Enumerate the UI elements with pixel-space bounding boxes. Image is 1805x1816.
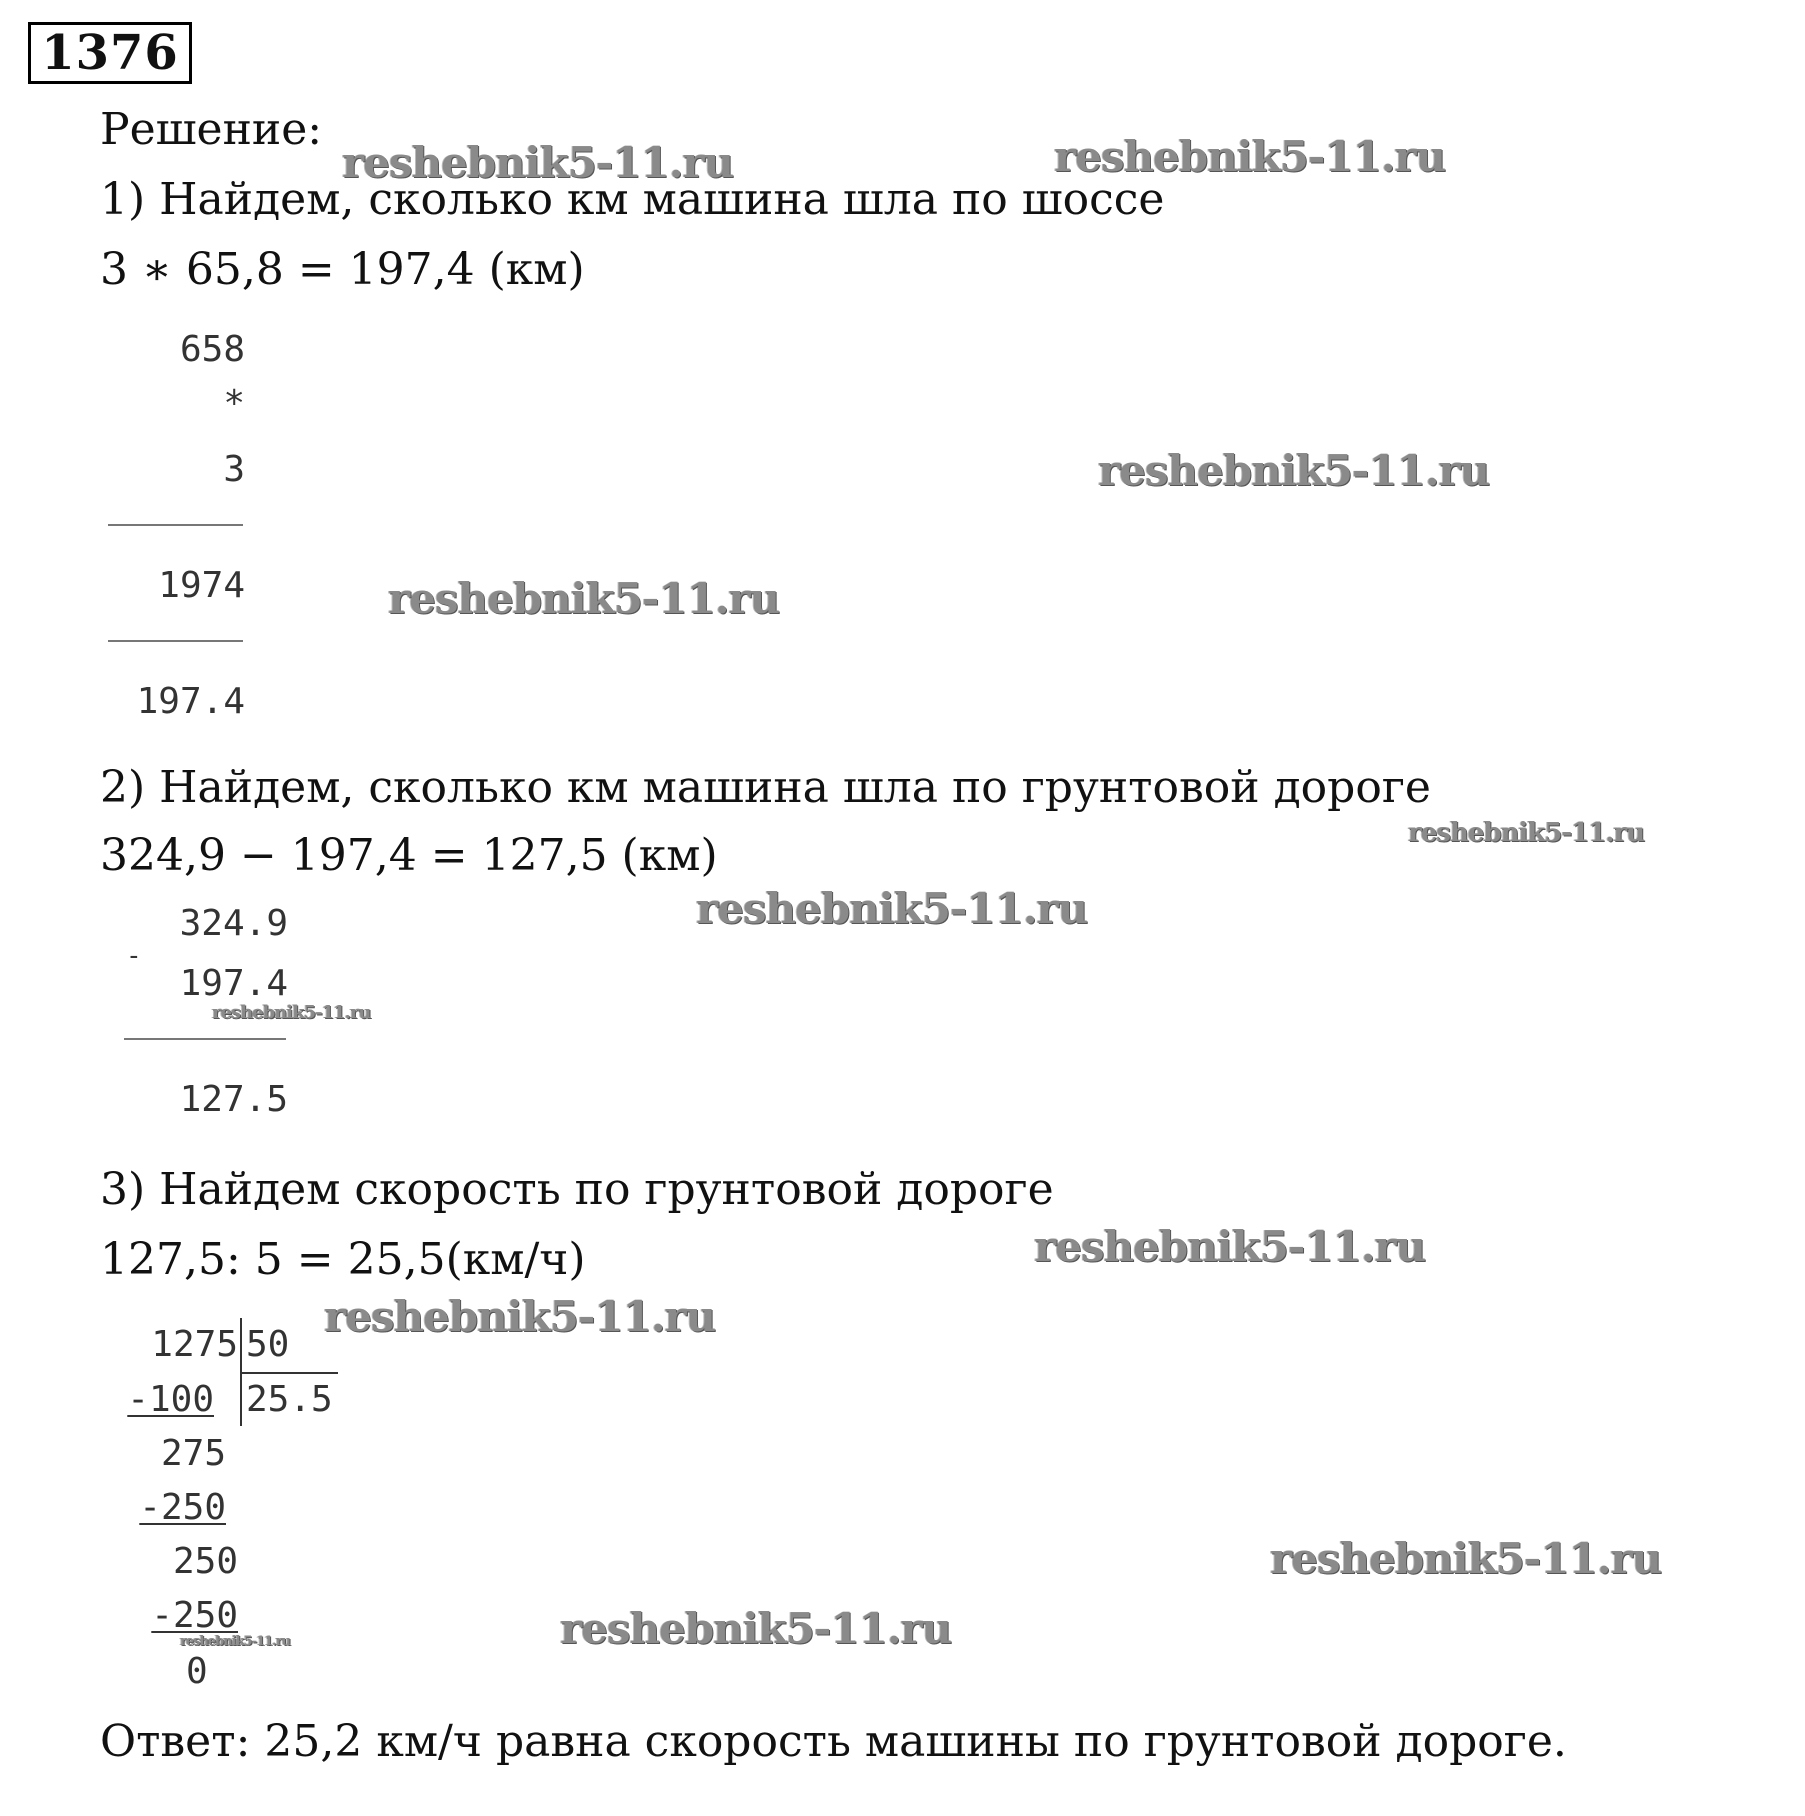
step1-column-rule-2 bbox=[108, 640, 243, 642]
division-divisor: 50 bbox=[246, 1324, 290, 1365]
division-row-2: 275 bbox=[160, 1433, 226, 1474]
step2-heading: 2) Найдем, сколько км машина шла по грунтовой дороге bbox=[100, 762, 1431, 813]
problem-number: 1376 bbox=[28, 22, 192, 84]
watermark: reshebnik5-11.ru bbox=[212, 1002, 371, 1023]
watermark: reshebnik5-11.ru bbox=[388, 574, 780, 623]
watermark: reshebnik5-11.ru bbox=[560, 1604, 952, 1653]
step2-column-result: 127.5 bbox=[179, 1079, 288, 1120]
watermark: reshebnik5-11.ru bbox=[1270, 1534, 1662, 1583]
division-row-4: 250 bbox=[172, 1541, 238, 1582]
step1-column-op: * bbox=[223, 383, 245, 424]
division-quotient: 25.5 bbox=[246, 1379, 333, 1420]
step2-column-subtrahend: 197.4 bbox=[179, 963, 288, 1004]
step1-heading: 1) Найдем, сколько км машина шла по шоссе bbox=[100, 174, 1165, 225]
watermark: reshebnik5-11.ru bbox=[324, 1292, 716, 1341]
step3-equation: 127,5: 5 = 25,5(км/ч) bbox=[100, 1234, 586, 1285]
watermark: reshebnik5-11.ru bbox=[1054, 132, 1446, 181]
watermark: reshebnik5-11.ru bbox=[1098, 446, 1490, 495]
step1-column-result: 197.4 bbox=[136, 681, 245, 722]
step1-column-top: 658 bbox=[179, 329, 245, 370]
division-row-1: -100 bbox=[127, 1379, 214, 1420]
step1-column-rule-1 bbox=[108, 524, 243, 526]
step2-equation: 324,9 − 197,4 = 127,5 (км) bbox=[100, 830, 718, 881]
watermark: reshebnik5-11.ru bbox=[342, 138, 734, 187]
watermark: reshebnik5-11.ru bbox=[696, 884, 1088, 933]
step2-column-minuend: 324.9 bbox=[179, 903, 288, 944]
watermark: reshebnik5-11.ru bbox=[1034, 1222, 1426, 1271]
step3-heading: 3) Найдем скорость по грунтовой дороге bbox=[100, 1164, 1054, 1215]
division-dividend: 1275 bbox=[151, 1324, 238, 1365]
solution-label: Решение: bbox=[100, 104, 323, 155]
step1-column-product: 1974 bbox=[158, 565, 245, 606]
step2-column-op: - bbox=[126, 941, 142, 971]
division-divisor-rule bbox=[242, 1372, 338, 1374]
step1-equation: 3 ∗ 65,8 = 197,4 (км) bbox=[100, 244, 585, 295]
watermark: reshebnik5-11.ru bbox=[1408, 818, 1645, 848]
answer: Ответ: 25,2 км/ч равна скорость машины по грунтовой дороге. bbox=[100, 1716, 1567, 1767]
division-row-6: 0 bbox=[186, 1651, 208, 1692]
division-row-5: -250 bbox=[151, 1595, 238, 1636]
step1-column-multiplier: 3 bbox=[223, 449, 245, 490]
watermark: reshebnik5-11.ru bbox=[180, 1634, 291, 1649]
step2-column-rule bbox=[124, 1038, 286, 1040]
division-row-3: -250 bbox=[139, 1487, 226, 1528]
